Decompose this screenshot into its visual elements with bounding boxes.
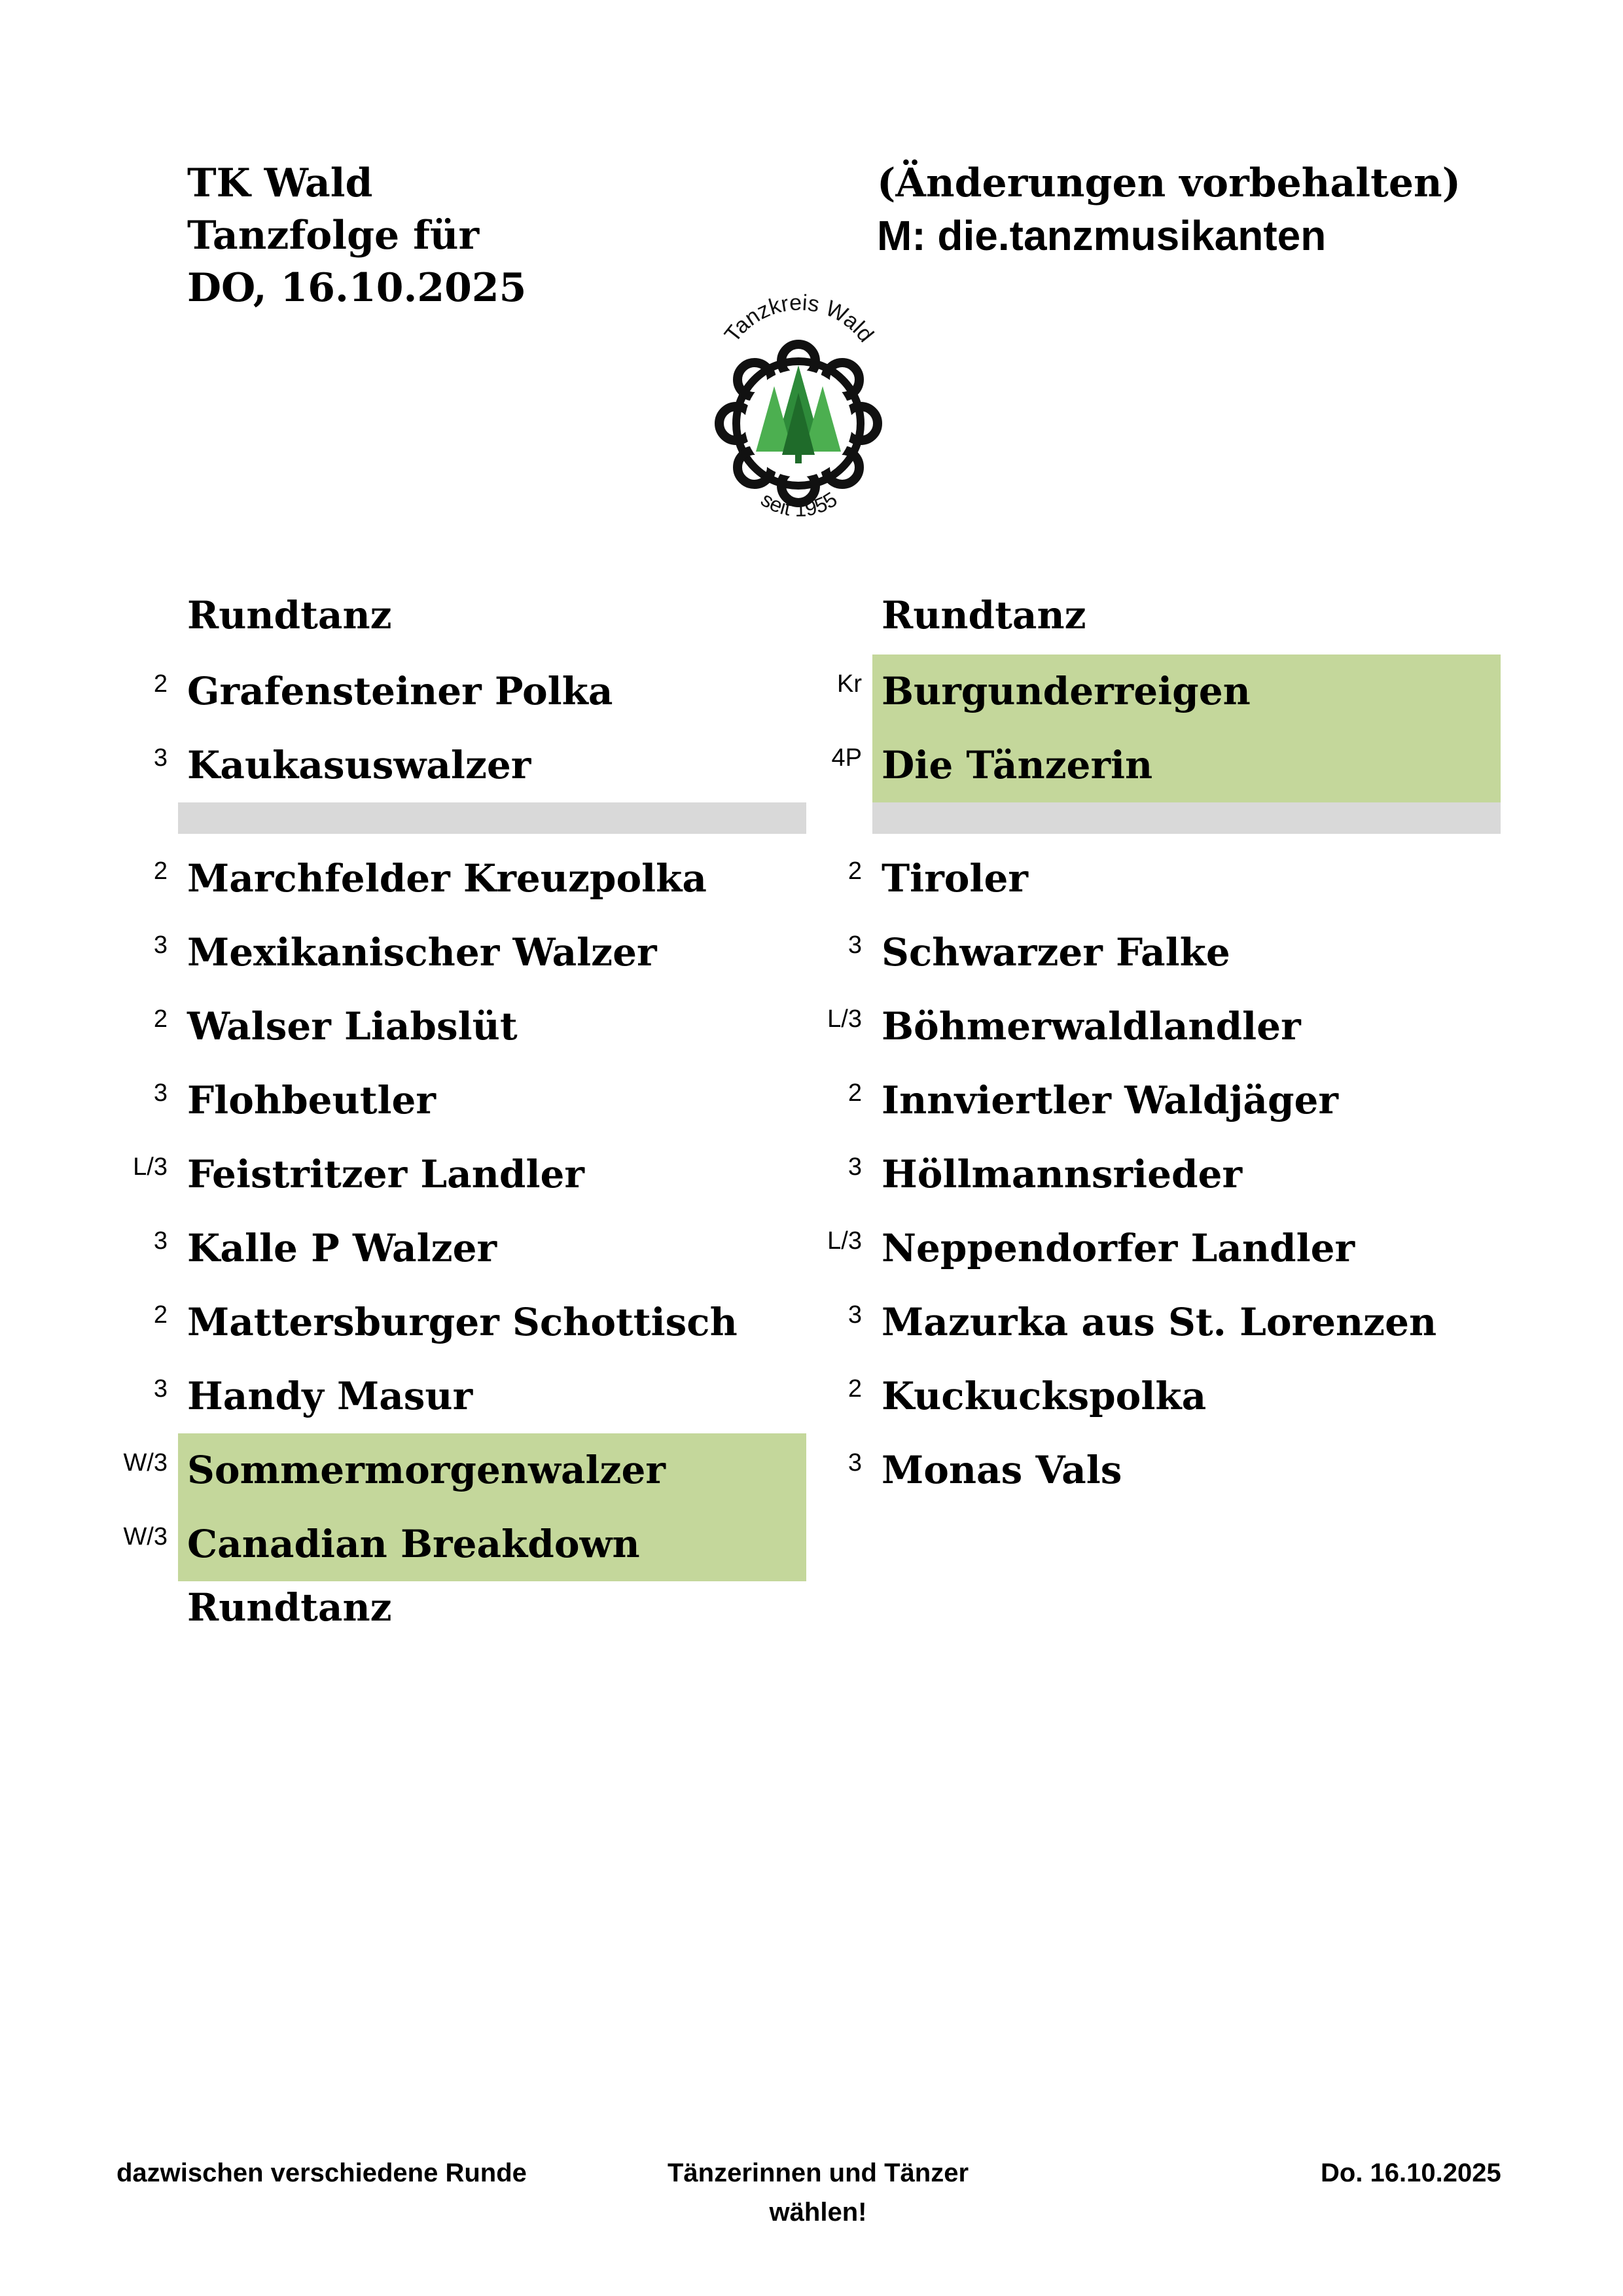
dance-name: Feistritzer Landler [187, 1152, 584, 1196]
dance-code: 3 [847, 931, 862, 959]
changes-note: (Änderungen vorbehalten) [877, 160, 1461, 206]
dance-name: Böhmerwaldlandler [882, 1004, 1301, 1049]
program-label: Tanzfolge für [187, 213, 480, 259]
dance-name: Schwarzer Falke [882, 930, 1230, 975]
dance-name: Höllmannsrieder [882, 1152, 1242, 1196]
dance-code: W/3 [123, 1449, 168, 1477]
dance-code: 2 [153, 857, 168, 885]
dance-row [847, 842, 1501, 916]
dance-code: 3 [847, 1301, 862, 1329]
dance-name: Walser Liabslüt [187, 1004, 518, 1049]
dance-code: W/3 [123, 1523, 168, 1551]
footer-left: dazwischen verschiedene Runde [116, 2159, 527, 2187]
dance-row [847, 1064, 1501, 1138]
header-right [877, 157, 1461, 262]
dance-row [831, 728, 1501, 802]
dance-row [847, 1285, 1501, 1359]
dance-name: Die Tänzerin [882, 743, 1153, 787]
dance-row [153, 842, 806, 916]
left-title: Rundtanz [187, 593, 392, 637]
dance-name: Burgunderreigen [882, 669, 1251, 713]
dance-row [827, 990, 1501, 1064]
dance-code: 2 [153, 1005, 168, 1033]
dance-name: Monas Vals [882, 1448, 1122, 1492]
dance-name: Mazurka aus St. Lorenzen [882, 1300, 1437, 1344]
left-group1 [153, 655, 806, 802]
dance-name: Kuckuckspolka [882, 1374, 1207, 1418]
footer-mid-line2: wählen! [769, 2198, 867, 2227]
footer-middle [654, 2153, 982, 2232]
dance-name: Tiroler [882, 856, 1028, 901]
logo-text-bottom: seit 1955 [757, 487, 842, 522]
dance-row [133, 1138, 806, 1211]
dance-row [827, 1211, 1501, 1285]
footer-date: Do. 16.10.2025 [1321, 2159, 1501, 2187]
dance-row [123, 1433, 806, 1507]
dance-code: L/3 [827, 1005, 862, 1033]
dance-row [153, 916, 806, 990]
dance-name: Handy Masur [187, 1374, 473, 1418]
dance-name: Mattersburger Schottisch [187, 1300, 738, 1344]
dance-code: 3 [153, 1227, 168, 1255]
dance-name: Neppendorfer Landler [882, 1226, 1355, 1270]
dance-code: 3 [153, 931, 168, 959]
dance-name: Canadian Breakdown [187, 1522, 640, 1566]
dance-row [153, 990, 806, 1064]
left-column [123, 576, 806, 1634]
separator [872, 802, 1501, 834]
dance-row [153, 1211, 806, 1285]
right-title: Rundtanz [882, 593, 1086, 637]
music-credit: M: die.tanzmusikanten [877, 212, 1327, 259]
right-group2 [827, 842, 1501, 1507]
left-group2 [123, 842, 806, 1581]
dance-row [153, 1064, 806, 1138]
dance-code: 4P [831, 744, 862, 772]
dance-row [123, 1507, 806, 1581]
dance-code: L/3 [827, 1227, 862, 1255]
right-column [827, 576, 1501, 1507]
dance-name: Sommermorgenwalzer [187, 1448, 666, 1492]
dance-code: 3 [847, 1153, 862, 1181]
event-date: DO, 16.10.2025 [187, 265, 527, 311]
dance-code: Kr [837, 670, 862, 698]
dance-name: Innviertler Waldjäger [882, 1078, 1338, 1122]
dance-code: L/3 [133, 1153, 168, 1181]
dance-row [847, 1433, 1501, 1507]
club-name: TK Wald [187, 160, 373, 206]
dance-name: Kalle P Walzer [187, 1226, 497, 1270]
right-group1 [831, 655, 1501, 802]
dance-row [153, 1285, 806, 1359]
club-logo [704, 288, 893, 530]
dance-name: Grafensteiner Polka [187, 669, 613, 713]
dance-row [837, 655, 1501, 728]
dance-code: 3 [153, 1375, 168, 1403]
dance-code: 2 [847, 857, 862, 885]
dance-row [847, 916, 1501, 990]
dance-code: 3 [847, 1449, 862, 1477]
left-end-title: Rundtanz [187, 1585, 392, 1630]
dance-name: Kaukasuswalzer [187, 743, 531, 787]
dance-row [153, 655, 806, 728]
dance-name: Flohbeutler [187, 1078, 436, 1122]
dance-code: 2 [153, 1301, 168, 1329]
logo-text-top: Tanzkreis Wald [719, 290, 879, 348]
dance-code: 3 [153, 744, 168, 772]
dance-code: 2 [153, 670, 168, 698]
footer-mid-line1: Tänzerinnen und Tänzer [667, 2159, 969, 2187]
dance-code: 3 [153, 1079, 168, 1107]
header-left [187, 157, 526, 314]
dance-row [847, 1138, 1501, 1211]
dance-code: 2 [847, 1079, 862, 1107]
dance-code: 2 [847, 1375, 862, 1403]
dance-name: Marchfelder Kreuzpolka [187, 856, 707, 901]
dance-row [153, 728, 806, 802]
dance-row [153, 1359, 806, 1433]
dance-row [847, 1359, 1501, 1433]
dance-name: Mexikanischer Walzer [187, 930, 657, 975]
separator [178, 802, 806, 834]
